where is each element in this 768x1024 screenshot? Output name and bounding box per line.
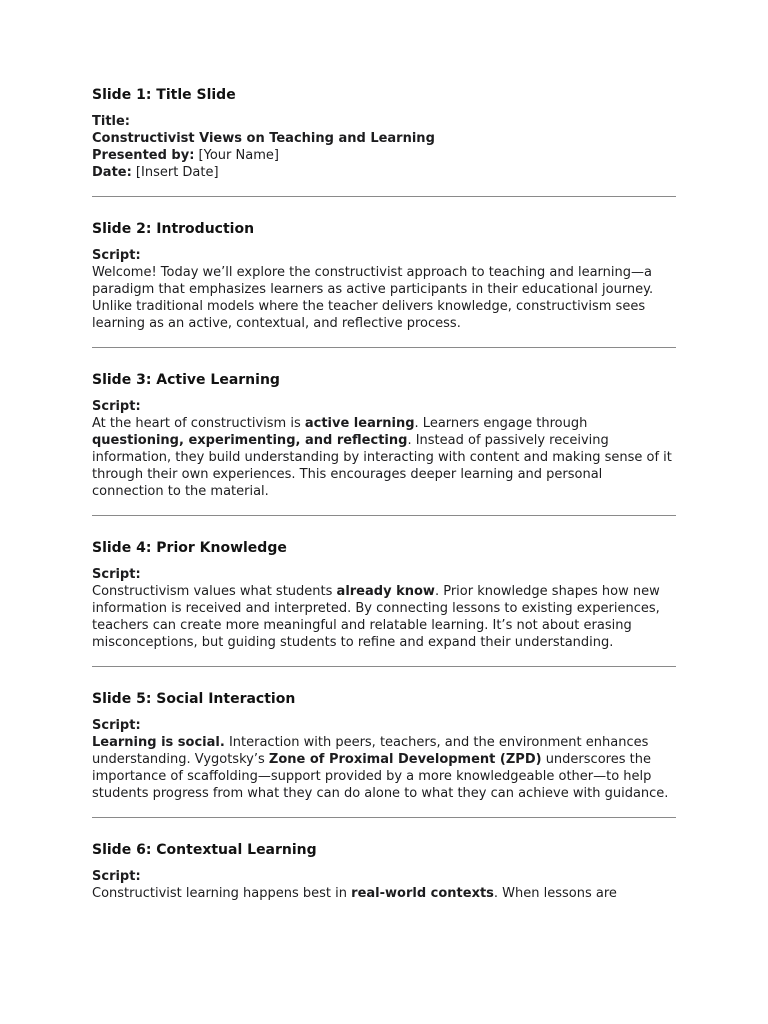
text-line xyxy=(92,415,676,500)
text-line xyxy=(92,113,676,130)
section-heading: Slide 1: Title Slide xyxy=(92,87,236,103)
bold-text-segment: Script: xyxy=(92,567,141,582)
slide-section xyxy=(92,86,676,197)
bold-text-segment: Zone of Proximal Development (ZPD) xyxy=(268,752,542,767)
slide-section xyxy=(92,220,676,348)
text-segment: [Insert Date] xyxy=(131,165,219,180)
text-segment: Constructivism values what students xyxy=(92,584,337,599)
text-segment: At the heart of constructivism is xyxy=(92,416,305,431)
section-body xyxy=(92,113,676,181)
bold-text-segment: questioning, experimenting, and reflecting xyxy=(92,433,408,448)
section-body xyxy=(92,398,676,500)
text-segment: . Instead of passively receiving information, they build understanding by interacting with content and making sense of it through their own experiences. This encourages deeper learning and personal connection to the material. xyxy=(92,433,672,499)
slide-section xyxy=(92,690,676,818)
text-segment: . When lessons are xyxy=(493,886,617,901)
text-line xyxy=(92,247,676,264)
text-segment: . Prior knowledge shapes how new information is received and interpreted. By connecting lessons to existing experiences, teachers can create more meaningful and relatable learning. It’s not about erasing misconceptions, but guiding students to refine and expand their understanding. xyxy=(92,584,660,650)
text-line xyxy=(92,398,676,415)
text-line xyxy=(92,566,676,583)
text-line xyxy=(92,583,676,651)
bold-text-segment: Learning is social. xyxy=(92,735,225,750)
text-line xyxy=(92,734,676,802)
section-body xyxy=(92,868,676,902)
section-body xyxy=(92,566,676,651)
text-line xyxy=(92,868,676,885)
text-segment: . Learners engage through xyxy=(414,416,588,431)
slide-section xyxy=(92,539,676,667)
bold-text-segment: Presented by: xyxy=(92,148,195,163)
document-sections xyxy=(92,86,676,917)
document-page xyxy=(92,86,676,917)
bold-text-segment: Script: xyxy=(92,248,141,263)
text-segment: underscores the importance of scaffolding—support provided by a more knowledgeable other—to help students progress from what they can do alone to what they can achieve with guidance. xyxy=(92,752,669,801)
bold-text-segment: Date: xyxy=(92,165,132,180)
bold-text-segment: Script: xyxy=(92,399,141,414)
bold-text-segment: active learning xyxy=(304,416,415,431)
bold-text-segment: already know xyxy=(336,584,435,599)
section-body xyxy=(92,717,676,802)
bold-text-segment: Constructivist Views on Teaching and Learning xyxy=(92,131,435,146)
section-heading: Slide 4: Prior Knowledge xyxy=(92,540,287,556)
text-line xyxy=(92,130,676,147)
text-segment: Constructivist learning happens best in xyxy=(92,886,352,901)
bold-text-segment: Script: xyxy=(92,718,141,733)
section-heading: Slide 6: Contextual Learning xyxy=(92,842,317,858)
text-segment: Welcome! Today we’ll explore the constructivist approach to teaching and learning—a paradigm that emphasizes learners as active participants in their educational journey. Unlike traditional models where the teacher delivers knowledge, constructivism sees learning as an active, contextual, and reflective process. xyxy=(92,265,654,331)
slide-section xyxy=(92,371,676,516)
bold-text-segment: Title: xyxy=(92,114,131,129)
text-segment: [Your Name] xyxy=(194,148,279,163)
section-heading: Slide 3: Active Learning xyxy=(92,372,280,388)
bold-text-segment: Script: xyxy=(92,869,141,884)
bold-text-segment: real-world contexts xyxy=(351,886,494,901)
text-line xyxy=(92,717,676,734)
text-line xyxy=(92,264,676,332)
text-line xyxy=(92,885,676,902)
text-segment: Interaction with peers, teachers, and the environment enhances understanding. Vygotsky’s xyxy=(92,735,649,767)
text-line xyxy=(92,164,676,181)
section-heading: Slide 2: Introduction xyxy=(92,221,255,237)
slide-section xyxy=(92,841,676,917)
section-body xyxy=(92,247,676,332)
section-heading: Slide 5: Social Interaction xyxy=(92,691,296,707)
text-line xyxy=(92,147,676,164)
